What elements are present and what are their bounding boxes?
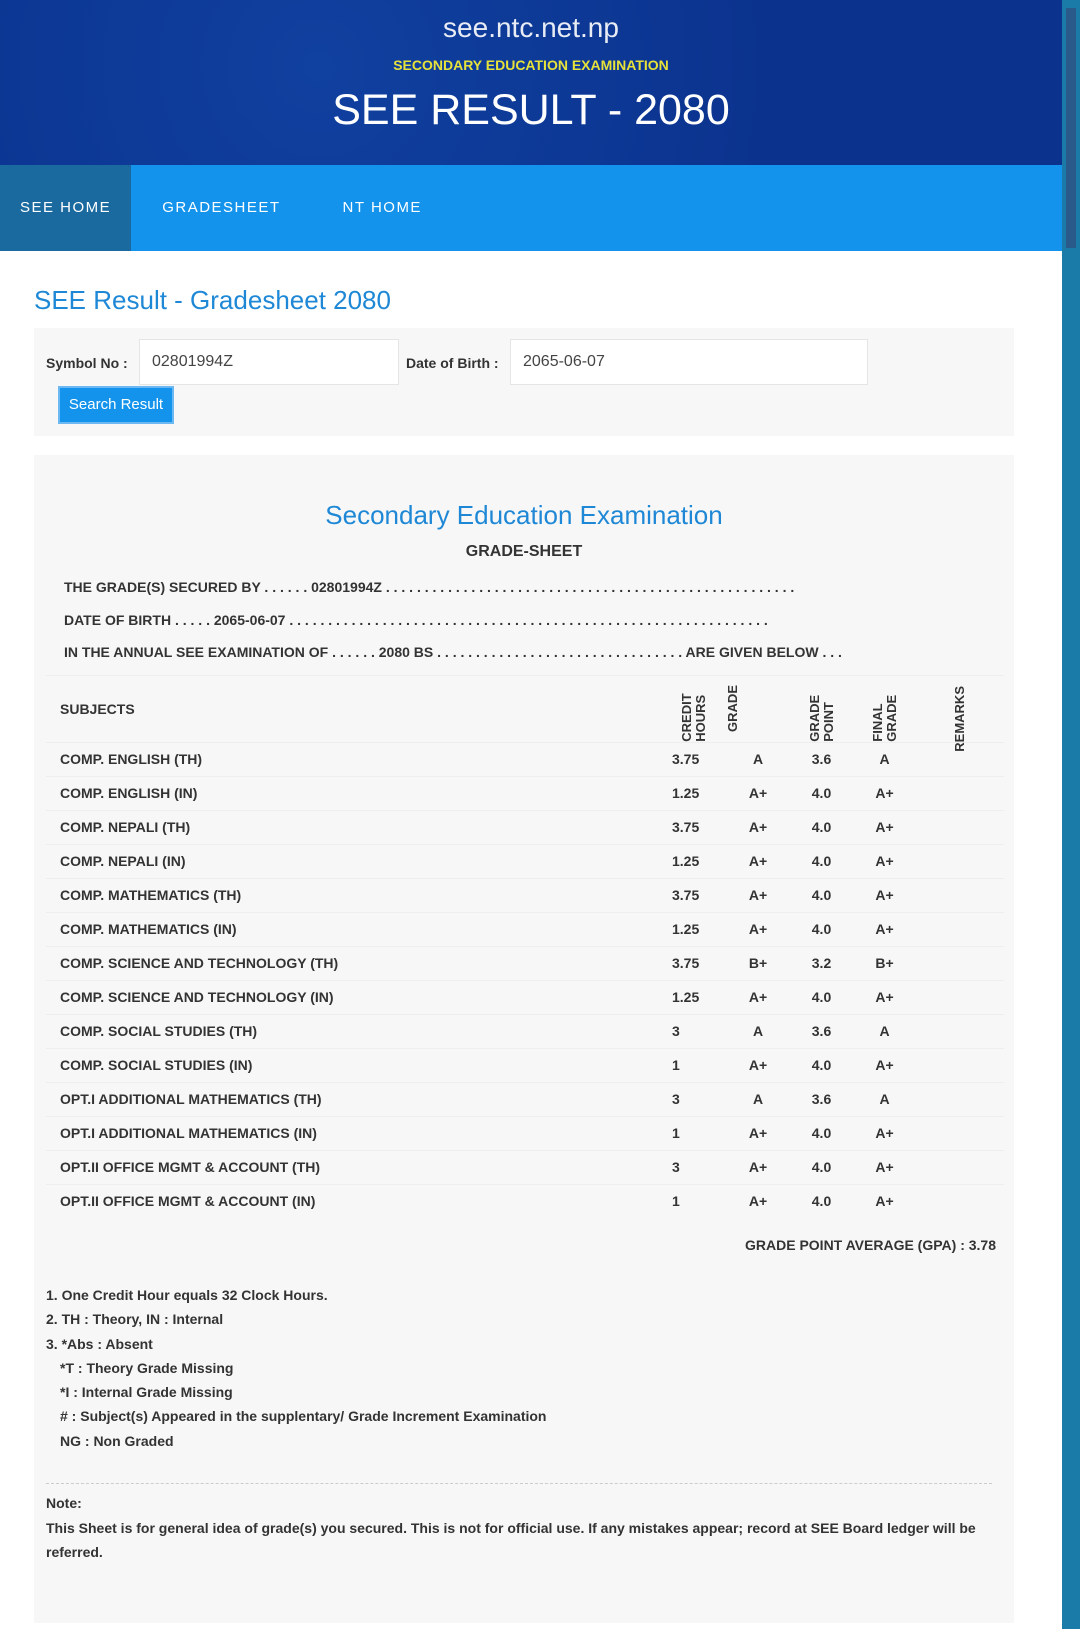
cell-credit-hours: 1 xyxy=(662,1116,726,1150)
site-title: SEE RESULT - 2080 xyxy=(332,86,730,134)
table-row xyxy=(46,810,1004,844)
cell-credit-hours: 3 xyxy=(662,1082,726,1116)
cell-grade: A+ xyxy=(726,1150,790,1184)
notes xyxy=(46,1283,992,1453)
cell-grade-point: 4.0 xyxy=(790,844,853,878)
cell-final-grade: A+ xyxy=(853,844,916,878)
cell-subject: COMP. SOCIAL STUDIES (IN) xyxy=(46,1048,662,1082)
table-row xyxy=(46,742,1004,776)
col-grade-point: GRADE POINT xyxy=(806,694,836,742)
cell-credit-hours: 3.75 xyxy=(662,946,726,980)
cell-final-grade: A xyxy=(853,1014,916,1048)
cell-subject: COMP. SCIENCE AND TECHNOLOGY (TH) xyxy=(46,946,662,980)
note-item: *T : Theory Grade Missing xyxy=(60,1359,234,1376)
cell-credit-hours: 3.75 xyxy=(662,742,726,776)
cell-remarks xyxy=(916,946,1004,980)
note-item: 2. TH : Theory, IN : Internal xyxy=(46,1311,224,1328)
cell-grade-point: 4.0 xyxy=(790,1048,853,1082)
table-row xyxy=(46,1184,1004,1218)
cell-remarks xyxy=(916,980,1004,1014)
cell-grade-point: 4.0 xyxy=(790,912,853,946)
cell-subject: OPT.I ADDITIONAL MATHEMATICS (TH) xyxy=(46,1082,662,1116)
site-domain: see.ntc.net.np xyxy=(443,12,619,43)
cell-grade-point: 4.0 xyxy=(790,878,853,912)
cell-grade-point: 3.6 xyxy=(790,1014,853,1048)
cell-grade: A xyxy=(726,1014,790,1048)
cell-credit-hours: 1.25 xyxy=(662,980,726,1014)
cell-grade-point: 4.0 xyxy=(790,1116,853,1150)
gradesheet xyxy=(34,455,1014,1623)
cell-remarks xyxy=(916,1048,1004,1082)
cell-remarks xyxy=(916,1014,1004,1048)
sheet-heading: Secondary Education Examination xyxy=(325,500,723,530)
col-subjects: SUBJECTS xyxy=(46,676,662,743)
cell-grade: A xyxy=(726,742,790,776)
cell-credit-hours: 3 xyxy=(662,1150,726,1184)
cell-grade: A+ xyxy=(726,810,790,844)
cell-credit-hours: 1 xyxy=(662,1184,726,1218)
note-title: Note: xyxy=(46,1495,82,1511)
gpa: GRADE POINT AVERAGE (GPA) : 3.78 xyxy=(745,1237,996,1253)
nav-gradesheet[interactable]: GRADESHEET xyxy=(162,199,281,216)
cell-final-grade: A+ xyxy=(853,980,916,1014)
symbol-label: Symbol No : xyxy=(46,355,128,371)
cell-remarks xyxy=(916,912,1004,946)
table-row xyxy=(46,1014,1004,1048)
nav-nt-home[interactable]: NT HOME xyxy=(342,199,422,216)
page-title: SEE Result - Gradesheet 2080 xyxy=(34,285,391,315)
cell-grade: A+ xyxy=(726,878,790,912)
cell-grade-point: 4.0 xyxy=(790,1150,853,1184)
nav-see-home[interactable]: SEE HOME xyxy=(0,165,131,251)
table-row xyxy=(46,912,1004,946)
cell-subject: COMP. MATHEMATICS (TH) xyxy=(46,878,662,912)
exam-line: IN THE ANNUAL SEE EXAMINATION OF . . . . . . 2080 BS . . . . . . . . . . . . . . . . . . . . . . . . . . . . . . . . ARE GIVEN BELOW . . . xyxy=(64,644,842,660)
cell-subject: COMP. ENGLISH (IN) xyxy=(46,776,662,810)
table-row xyxy=(46,946,1004,980)
col-credit-hours: CREDIT HOURS xyxy=(679,693,708,742)
cell-subject: COMP. MATHEMATICS (IN) xyxy=(46,912,662,946)
cell-grade-point: 4.0 xyxy=(790,810,853,844)
cell-grade-point: 3.6 xyxy=(790,1082,853,1116)
note-item: 1. One Credit Hour equals 32 Clock Hours. xyxy=(46,1287,328,1303)
site-header xyxy=(0,0,1062,165)
cell-final-grade: A+ xyxy=(853,810,916,844)
cell-final-grade: A+ xyxy=(853,912,916,946)
cell-credit-hours: 3.75 xyxy=(662,810,726,844)
cell-credit-hours: 1.25 xyxy=(662,912,726,946)
cell-final-grade: A+ xyxy=(853,776,916,810)
grades-table xyxy=(46,675,1004,1218)
cell-credit-hours: 3.75 xyxy=(662,878,726,912)
symbol-input[interactable]: 02801994Z xyxy=(139,339,399,385)
cell-remarks xyxy=(916,1116,1004,1150)
cell-grade: A+ xyxy=(726,980,790,1014)
note-item: # : Subject(s) Appeared in the supplentary/ Grade Increment Examination xyxy=(60,1408,547,1425)
table-row xyxy=(46,1150,1004,1184)
cell-remarks xyxy=(916,1184,1004,1218)
cell-subject: COMP. SCIENCE AND TECHNOLOGY (IN) xyxy=(46,980,662,1014)
table-row xyxy=(46,878,1004,912)
cell-grade-point: 3.2 xyxy=(790,946,853,980)
cell-subject: OPT.I ADDITIONAL MATHEMATICS (IN) xyxy=(46,1116,662,1150)
cell-grade: A+ xyxy=(726,1116,790,1150)
cell-grade-point: 3.6 xyxy=(790,742,853,776)
note-item: NG : Non Graded xyxy=(60,1432,174,1449)
cell-grade: B+ xyxy=(726,946,790,980)
cell-grade-point: 4.0 xyxy=(790,980,853,1014)
col-grade: GRADE xyxy=(725,685,740,733)
cell-credit-hours: 1.25 xyxy=(662,776,726,810)
cell-remarks xyxy=(916,844,1004,878)
note-text: This Sheet is for general idea of grade(s) you secured. This is not for official use. If any mistakes appear; record at SEE Board ledger will be referred. xyxy=(46,1519,976,1560)
sheet-subheading: GRADE-SHEET xyxy=(465,543,583,560)
cell-final-grade: A+ xyxy=(853,1116,916,1150)
cell-subject: COMP. NEPALI (TH) xyxy=(46,810,662,844)
cell-subject: COMP. SOCIAL STUDIES (TH) xyxy=(46,1014,662,1048)
cell-final-grade: A+ xyxy=(853,1048,916,1082)
cell-remarks xyxy=(916,1082,1004,1116)
main-nav xyxy=(0,165,1062,251)
dob-line: DATE OF BIRTH . . . . . 2065-06-07 . . . . . . . . . . . . . . . . . . . . . . . . . . . . . . . . . . . . . . . . . . . . . . . . . . . . . . . . . . . . . . xyxy=(64,612,768,628)
cell-grade: A+ xyxy=(726,776,790,810)
note-item: 3. *Abs : Absent xyxy=(46,1335,153,1352)
cell-final-grade: A xyxy=(853,1082,916,1116)
table-row xyxy=(46,980,1004,1014)
note-item: *I : Internal Grade Missing xyxy=(60,1384,233,1401)
dob-input[interactable]: 2065-06-07 xyxy=(510,339,868,385)
secured-by-line: THE GRADE(S) SECURED BY . . . . . . 02801994Z . . . . . . . . . . . . . . . . . . . . . . . . . . . . . . . . . . . . . . . . . . . . . . . . . . . . . xyxy=(64,579,795,595)
cell-grade: A+ xyxy=(726,844,790,878)
disclaimer xyxy=(46,1483,992,1565)
scrollbar-thumb[interactable] xyxy=(1066,8,1076,248)
cell-remarks xyxy=(916,776,1004,810)
table-row xyxy=(46,844,1004,878)
cell-remarks xyxy=(916,1150,1004,1184)
cell-subject: COMP. ENGLISH (TH) xyxy=(46,742,662,776)
cell-final-grade: A+ xyxy=(853,1150,916,1184)
cell-final-grade: B+ xyxy=(853,946,916,980)
site-subtitle: SECONDARY EDUCATION EXAMINATION xyxy=(393,57,669,73)
cell-credit-hours: 1.25 xyxy=(662,844,726,878)
search-result-button[interactable]: Search Result xyxy=(58,386,174,424)
cell-grade: A xyxy=(726,1082,790,1116)
col-final-grade: FINAL GRADE xyxy=(869,694,899,742)
table-row xyxy=(46,1082,1004,1116)
table-row xyxy=(46,1116,1004,1150)
cell-subject: COMP. NEPALI (IN) xyxy=(46,844,662,878)
scrollbar[interactable] xyxy=(1062,0,1080,1629)
table-row xyxy=(46,1048,1004,1082)
table-row xyxy=(46,776,1004,810)
cell-credit-hours: 3 xyxy=(662,1014,726,1048)
cell-final-grade: A+ xyxy=(853,878,916,912)
cell-grade: A+ xyxy=(726,1184,790,1218)
cell-grade: A+ xyxy=(726,912,790,946)
cell-grade-point: 4.0 xyxy=(790,776,853,810)
cell-subject: OPT.II OFFICE MGMT & ACCOUNT (IN) xyxy=(46,1184,662,1218)
cell-credit-hours: 1 xyxy=(662,1048,726,1082)
cell-final-grade: A xyxy=(853,742,916,776)
cell-grade: A+ xyxy=(726,1048,790,1082)
cell-final-grade: A+ xyxy=(853,1184,916,1218)
cell-remarks xyxy=(916,878,1004,912)
cell-remarks xyxy=(916,810,1004,844)
cell-subject: OPT.II OFFICE MGMT & ACCOUNT (TH) xyxy=(46,1150,662,1184)
col-remarks: REMARKS xyxy=(952,686,967,752)
search-form xyxy=(34,328,1014,436)
cell-grade-point: 4.0 xyxy=(790,1184,853,1218)
dob-label: Date of Birth : xyxy=(406,355,499,371)
